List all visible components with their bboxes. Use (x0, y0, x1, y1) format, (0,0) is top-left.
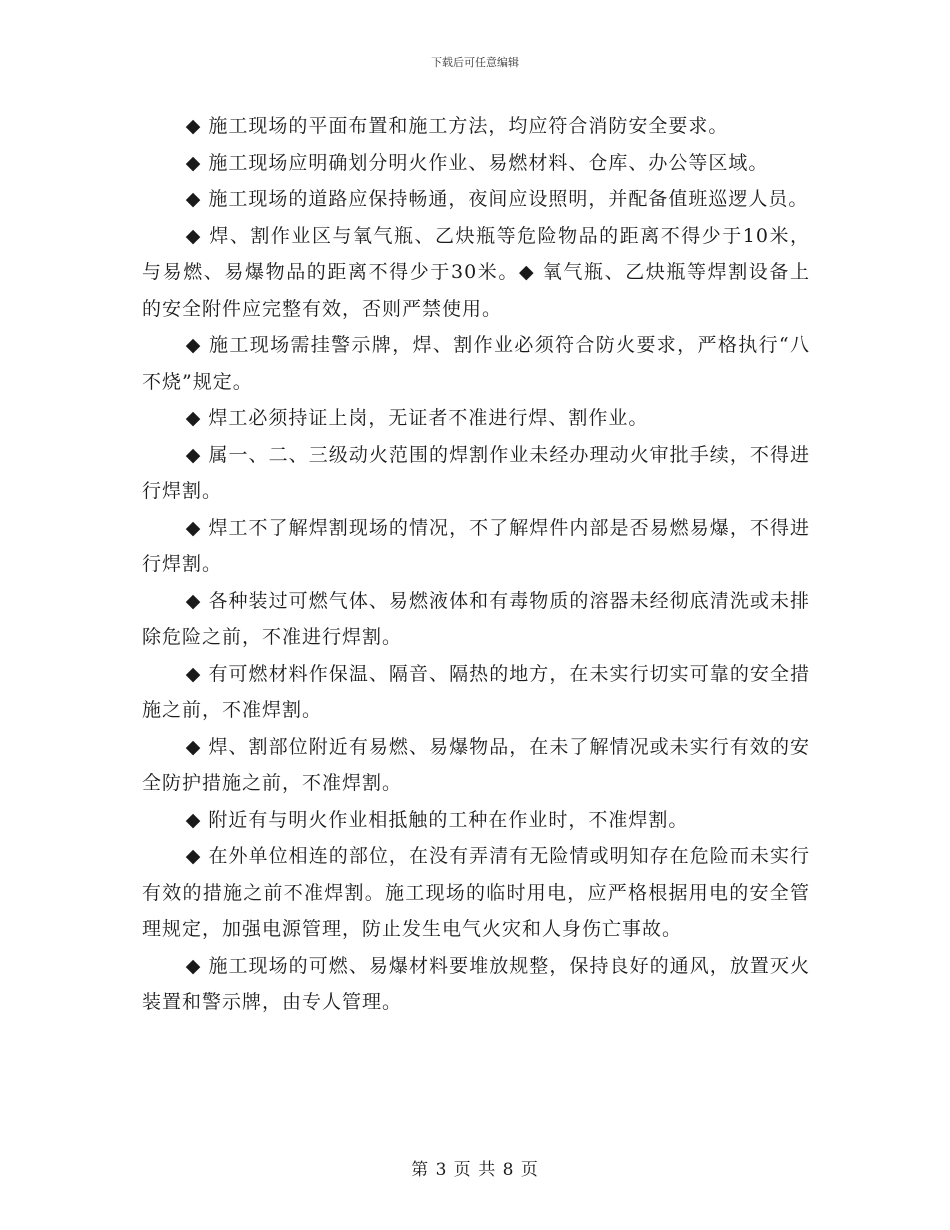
paragraph: ◆ 施工现场的道路应保持畅通，夜间应设照明，并配备值班巡逻人员。 (185, 188, 809, 210)
paragraph: ◆ 有可燃材料作保温、隔音、隔热的地方，在未实行切实可靠的安全措施之前，不准焊割。 (142, 662, 810, 721)
paragraph: ◆ 属一、二、三级动火范围的焊割作业未经办理动火审批手续，不得进行焊割。 (142, 443, 810, 502)
paragraph: ◆ 施工现场应明确划分明火作业、易燃材料、仓库、办公等区域。 (185, 151, 769, 174)
paragraph: ◆ 在外单位相连的部位，在没有弄清有无险情或明知存在危险而未实行有效的措施之前不准焊割。施工现场的临时用电，应严格根据用电的安全管理规定，加强电源管理，防止发生电气火灾和人身伤亡事故。 (142, 845, 810, 940)
paragraph: ◆ 施工现场的平面布置和施工方法，均应符合消防安全要求。 (185, 115, 729, 137)
page-number-footer: 第 3 页 共 8 页 (411, 1160, 539, 1180)
page-header: 下载后可任意编辑 (431, 56, 519, 69)
document-body (142, 108, 810, 1021)
paragraph: ◆ 焊、割作业区与氧气瓶、乙炔瓶等危险物品的距离不得少于10米，与易燃、易爆物品的距离不得少于30米。◆ 氧气瓶、乙炔瓶等焊割设备上的安全附件应完整有效，否则严禁使用。 (142, 224, 810, 320)
paragraph: ◆ 各种装过可燃气体、易燃液体和有毒物质的溶器未经彻底清洗或未排除危险之前，不准进行焊割。 (142, 589, 810, 648)
paragraph: ◆ 焊工不了解焊割现场的情况，不了解焊件内部是否易燃易爆，不得进行焊割。 (142, 516, 810, 575)
paragraph: ◆ 施工现场需挂警示牌，焊、割作业必须符合防火要求，严格执行“八不烧”规定。 (142, 334, 810, 393)
paragraph: ◆ 焊、割部位附近有易燃、易爆物品，在未了解情况或未实行有效的安全防护措施之前，不准焊割。 (142, 735, 810, 794)
paragraph: ◆ 施工现场的可燃、易爆材料要堆放规整，保持良好的通风，放置灭火装置和警示牌，由专人管理。 (142, 954, 810, 1013)
paragraph: ◆ 附近有与明火作业相抵触的工种在作业时，不准焊割。 (185, 808, 689, 831)
paragraph: ◆ 焊工必须持证上岗，无证者不准进行焊、割作业。 (185, 407, 649, 429)
